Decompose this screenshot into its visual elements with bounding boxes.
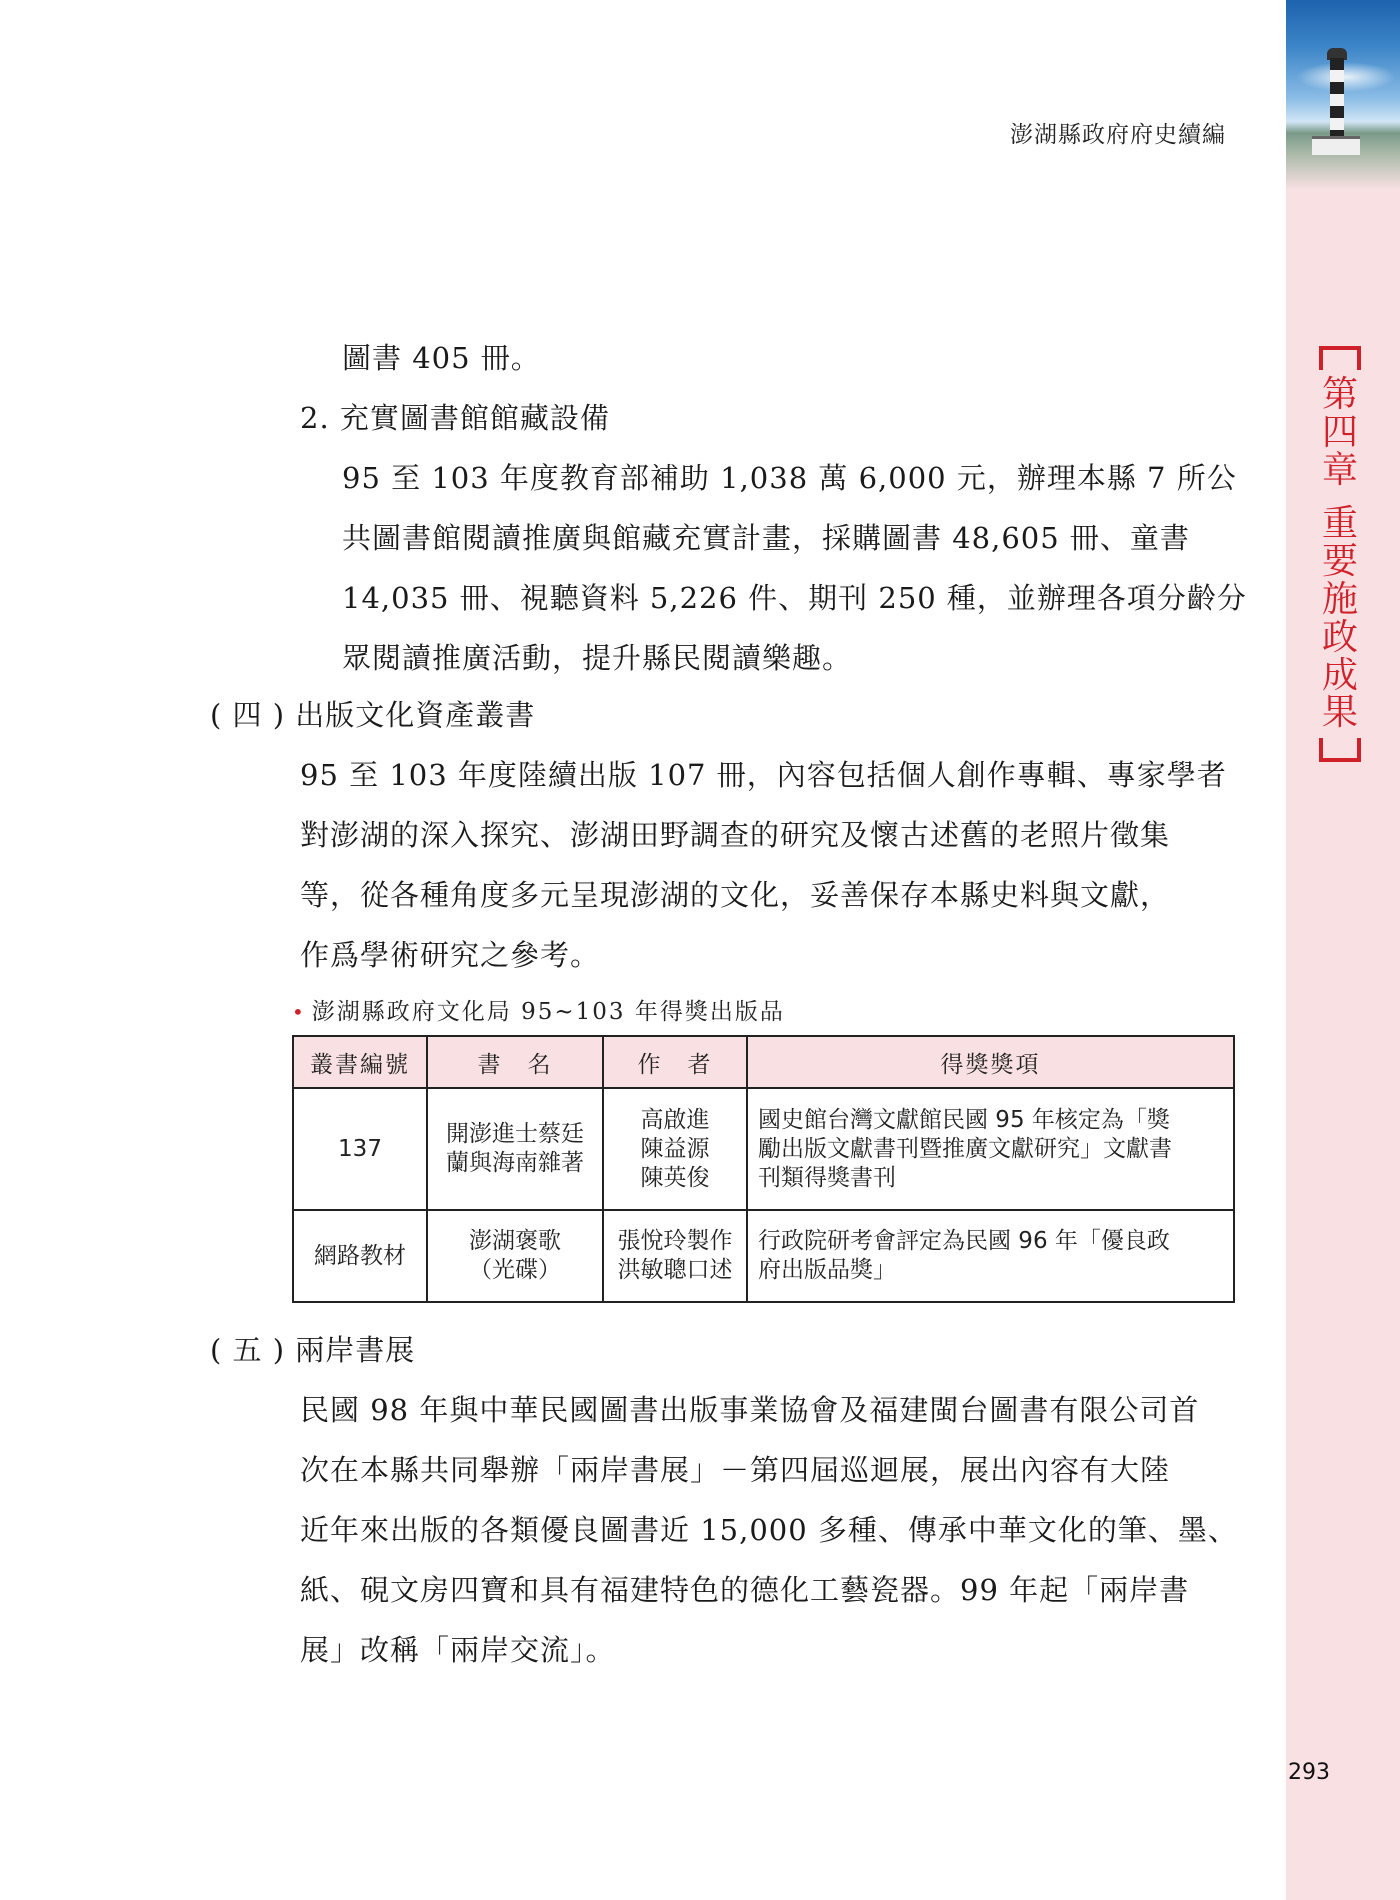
cell-title: [427, 1210, 603, 1302]
text-line: 眾閱讀推廣活動，提升縣民閱讀樂趣。: [342, 641, 853, 675]
award-line: 國史館台灣文獻館民國 95 年核定為「獎: [758, 1106, 1170, 1133]
cell-id: 網路教材: [293, 1210, 427, 1302]
chapter-glyph: 政: [1321, 616, 1358, 658]
cell-authors: [603, 1210, 747, 1302]
lighthouse-house: [1312, 136, 1360, 155]
table-row: [293, 1088, 1234, 1210]
award-line: 行政院研考會評定為民國 96 年「優良政: [758, 1228, 1170, 1254]
title-line: 開澎進士蔡廷: [446, 1121, 584, 1147]
cell-authors: [603, 1088, 747, 1210]
cell-award: [747, 1088, 1234, 1210]
text-line: 圖書 405 冊。: [342, 341, 541, 375]
bullet-icon: •: [292, 1000, 306, 1024]
award-line: 府出版品獎」: [758, 1257, 896, 1283]
text-line: 共圖書館閱讀推廣與館藏充實計畫，採購圖書 48,605 冊、童書: [342, 521, 1190, 555]
cell-award: [747, 1210, 1234, 1302]
books-count-line: [342, 328, 541, 388]
section-5-title: [210, 1320, 415, 1380]
text-line: 14,035 冊、視聽資料 5,226 件、期刊 250 種，並辦理各項分齡分: [342, 581, 1247, 615]
side-band: [1286, 0, 1400, 1900]
author-line: 張悅玲製作: [617, 1228, 733, 1254]
text-line: 次在本縣共同舉辦「兩岸書展」－第四屆巡迴展，展出內容有大陸: [300, 1453, 1171, 1487]
chapter-glyph: 第: [1321, 374, 1358, 415]
bracket-top: [1319, 346, 1361, 370]
award-line: 刊類得獎書刊: [758, 1164, 896, 1191]
text-line: 等，從各種角度多元呈現澎湖的文化，妥善保存本縣史料與文獻，: [300, 878, 1171, 912]
section-5-paragraph: [300, 1380, 1238, 1680]
section-heading: ( 四 ) 出版文化資產叢書: [210, 698, 536, 732]
cell-title: [427, 1088, 603, 1210]
text-line: 近年來出版的各類優良圖書近 15,000 多種、傳承中華文化的筆、墨、: [300, 1513, 1238, 1547]
page-number: 293: [1288, 1760, 1330, 1785]
chapter-glyph: 施: [1321, 578, 1358, 620]
section-heading: ( 五 ) 兩岸書展: [210, 1333, 416, 1367]
chapter-glyph: 果: [1321, 692, 1358, 734]
awards-table: [292, 1035, 1235, 1303]
author-line: 高啟進: [640, 1106, 710, 1133]
col-header-title: 書 名: [427, 1036, 603, 1088]
caption-text: 澎湖縣政府文化局 95~103 年得獎出版品: [311, 999, 785, 1025]
author-line: 洪敏聰口述: [617, 1257, 733, 1283]
title-line: 澎湖褒歌: [469, 1228, 561, 1254]
text-line: 95 至 103 年度教育部補助 1,038 萬 6,000 元，辦理本縣 7 所公: [342, 461, 1237, 495]
cloud-shape: [1296, 62, 1396, 92]
chapter-glyph: 章: [1321, 449, 1358, 491]
col-header-id: 叢書編號: [293, 1036, 427, 1088]
section-4-title: [210, 685, 535, 745]
bracket-bottom: [1319, 738, 1361, 762]
col-header-author: 作 者: [603, 1036, 747, 1088]
text-line: 作爲學術研究之參考。: [300, 938, 601, 972]
cell-id: 137: [293, 1088, 427, 1210]
chapter-glyph: 成: [1321, 654, 1358, 696]
col-header-award: 得獎獎項: [747, 1036, 1234, 1088]
chapter-glyph: 四: [1321, 411, 1358, 453]
award-line: 勵出版文獻書刊暨推廣文獻研究」文獻書: [758, 1135, 1172, 1162]
author-line: 陳益源: [640, 1135, 710, 1162]
text-line: 展」改稱「兩岸交流」。: [300, 1633, 616, 1667]
chapter-glyph: 要: [1321, 541, 1358, 583]
item-2-title: [300, 388, 610, 448]
table-header-row: [293, 1036, 1234, 1088]
table-caption: [292, 993, 785, 1026]
title-line: 蘭與海南雜著: [446, 1150, 584, 1176]
text-line: 紙、硯文房四寶和具有福建特色的德化工藝瓷器。99 年起「兩岸書: [300, 1573, 1190, 1607]
table-row: [293, 1210, 1234, 1302]
chapter-tab: [1310, 346, 1370, 762]
author-line: 陳英俊: [640, 1164, 710, 1191]
text-line: 民國 98 年與中華民國圖書出版事業協會及福建閩台圖書有限公司首: [300, 1393, 1200, 1427]
title-line: （光碟）: [469, 1257, 561, 1283]
text-line: 95 至 103 年度陸續出版 107 冊，內容包括個人創作專輯、專家學者: [300, 758, 1227, 792]
chapter-glyph: 重: [1321, 503, 1358, 545]
item-heading: 2. 充實圖書館館藏設備: [300, 401, 610, 435]
text-line: 對澎湖的深入探究、澎湖田野調查的研究及懷古述舊的老照片徵集: [300, 818, 1171, 852]
section-4-paragraph: [300, 745, 1227, 985]
book-title: 澎湖縣政府府史續編: [1010, 122, 1226, 148]
item-2-paragraph: [342, 448, 1247, 688]
